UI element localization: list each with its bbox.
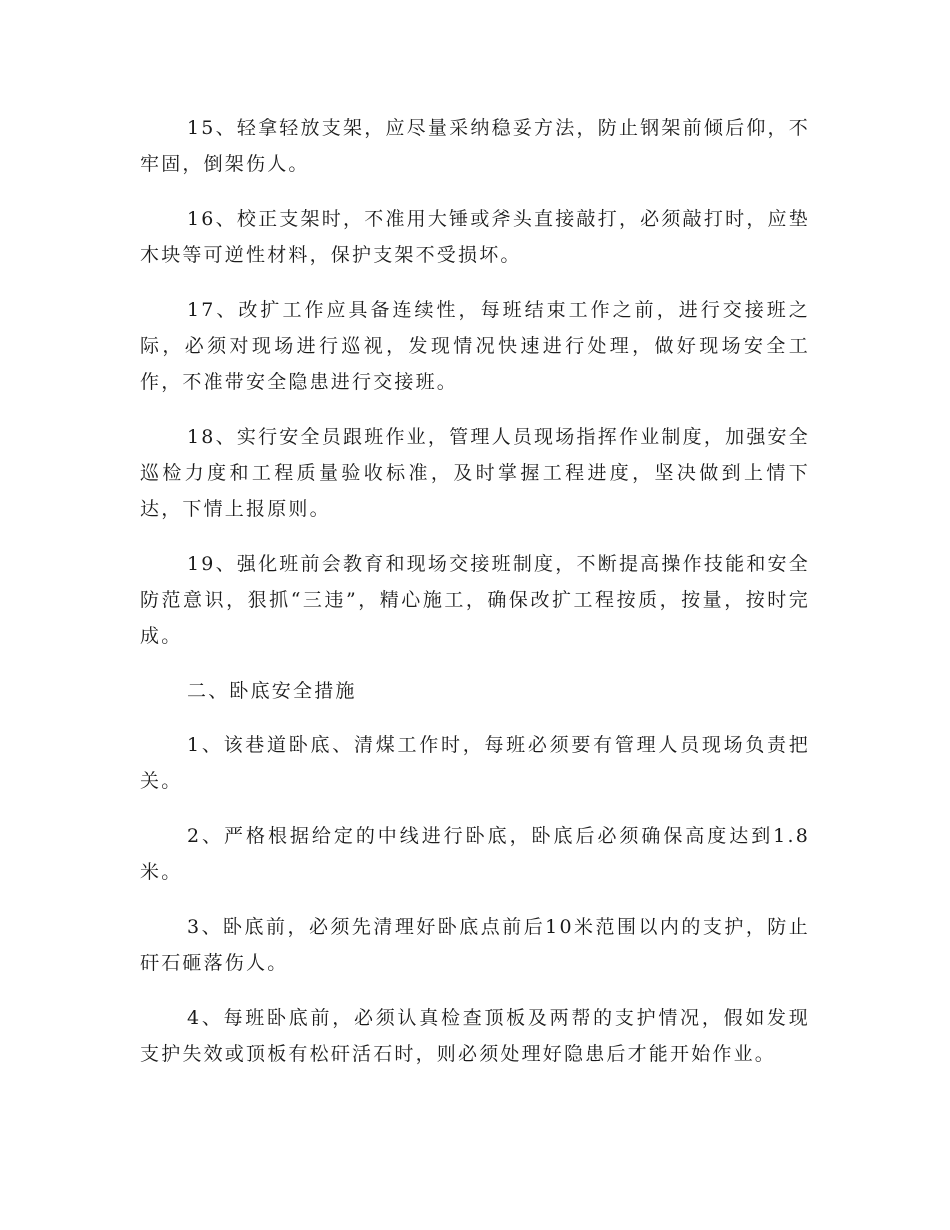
- paragraph-item-1: 1、该巷道卧底、清煤工作时，每班必须要有管理人员现场负责把关。: [140, 734, 810, 792]
- document-body: [140, 110, 810, 1091]
- paragraph-item-16: 16、校正支架时，不准用大锤或斧头直接敲打，必须敲打时，应垫木块等可逆性材料，保护支架不受损坏。: [140, 208, 810, 266]
- paragraph-item-15: 15、轻拿轻放支架，应尽量采纳稳妥方法，防止钢架前倾后仰，不牢固，倒架伤人。: [140, 117, 810, 175]
- paragraph-item-4: 4、每班卧底前，必须认真检查顶板及两帮的支护情况，假如发现支护失效或顶板有松矸活石时，则必须处理好隐患后才能开始作业。: [140, 1007, 810, 1065]
- paragraph-item-3: 3、卧底前，必须先清理好卧底点前后10米范围以内的支护，防止矸石砸落伤人。: [140, 916, 810, 974]
- paragraph-item-18: 18、实行安全员跟班作业，管理人员现场指挥作业制度，加强安全巡检力度和工程质量验收标准，及时掌握工程进度，坚决做到上情下达，下情上报原则。: [140, 426, 810, 520]
- paragraph-item-17: 17、改扩工作应具备连续性，每班结束工作之前，进行交接班之际，必须对现场进行巡视，发现情况快速进行处理，做好现场安全工作，不准带安全隐患进行交接班。: [140, 299, 810, 393]
- section-heading: 二、卧底安全措施: [187, 680, 357, 702]
- paragraph-item-2: 2、严格根据给定的中线进行卧底，卧底后必须确保高度达到1.8米。: [140, 825, 810, 883]
- paragraph-item-19: 19、强化班前会教育和现场交接班制度，不断提高操作技能和安全防范意识，狠抓“三违”，精心施工，确保改扩工程按质，按量，按时完成。: [140, 553, 810, 647]
